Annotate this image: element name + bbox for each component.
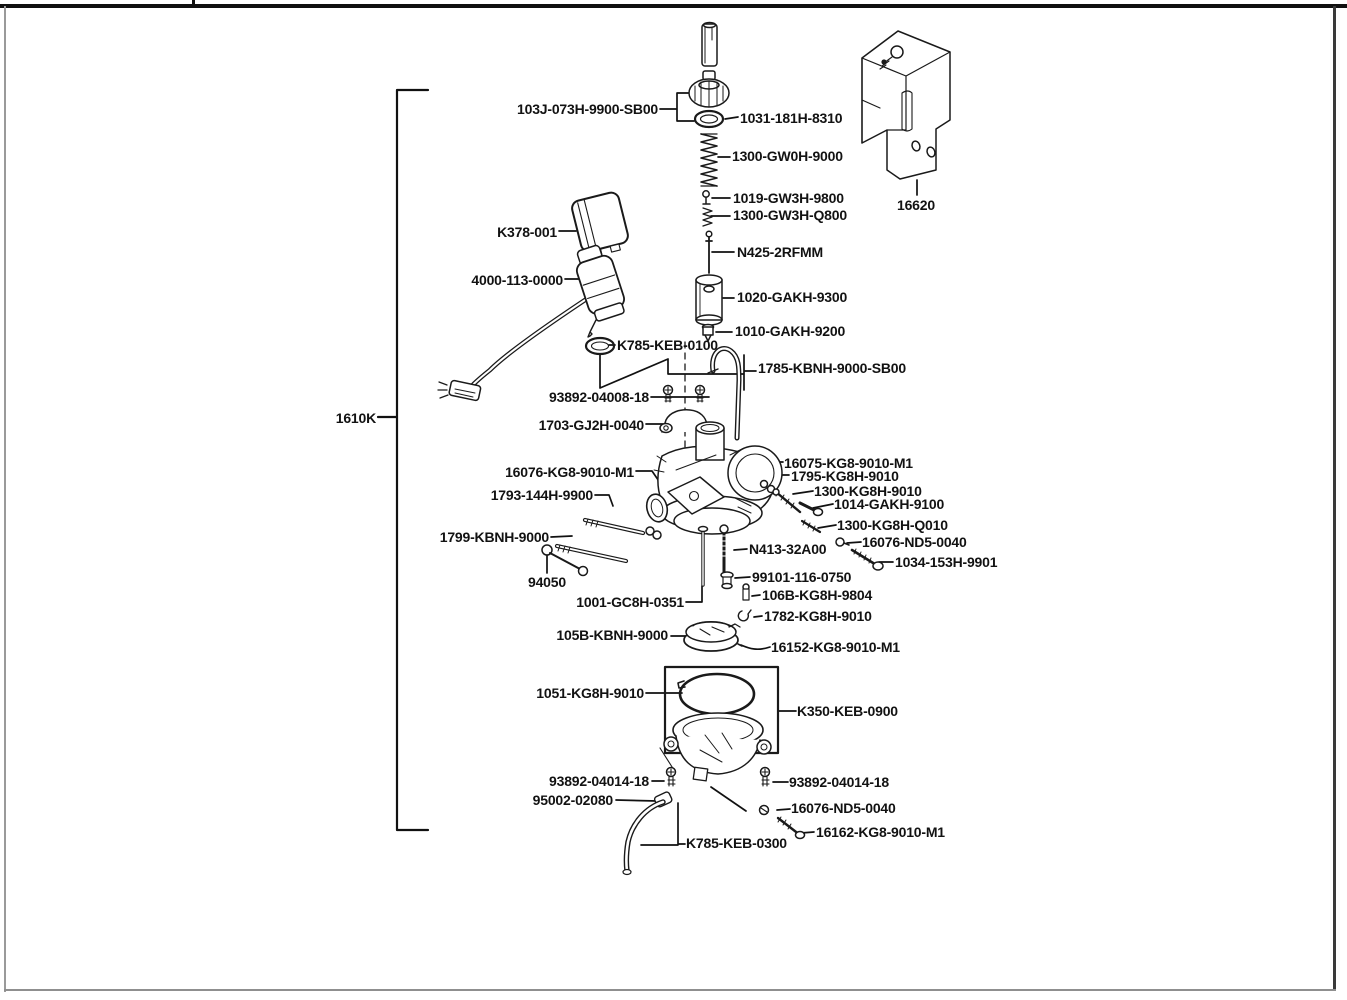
part-label-105B-KBNH-9000: 105B-KBNH-9000 [556, 627, 668, 643]
auto-bystarter-4000-drawing [571, 242, 629, 337]
part-label-1782-KG8H-9010: 1782-KG8H-9010 [764, 608, 872, 624]
part-label-1300-GW3H-Q800: 1300-GW3H-Q800 [733, 207, 847, 223]
part-label-16162-KG8-9010-M1: 16162-KG8-9010-M1 [816, 824, 945, 840]
part-label-93892-04014-18-left: 93892-04014-18 [549, 773, 649, 789]
part-label-1014-GAKH-9100: 1014-GAKH-9100 [834, 496, 945, 512]
top-cover-screws-drawing [664, 386, 705, 403]
float-105b-drawing [684, 622, 742, 652]
part-label-99101-116-0750: 99101-116-0750 [752, 569, 852, 585]
part-label-16075-KG8-9010-M1: 16075-KG8-9010-M1 [784, 455, 913, 471]
part-label-1019-GW3H-9800: 1019-GW3H-9800 [733, 190, 844, 206]
part-label-16152-KG8-9010-M1: 16152-KG8-9010-M1 [771, 639, 900, 655]
carburetor-body-drawing [644, 422, 782, 534]
assembly-group-label-1610K: 1610K [335, 410, 376, 426]
part-label-1300-KG8H-Q010: 1300-KG8H-Q010 [837, 517, 948, 533]
part-label-4000-113-0000: 4000-113-0000 [471, 272, 563, 288]
part-label-1799-KBNH-9000: 1799-KBNH-9000 [439, 529, 549, 545]
part-label-1795-KG8H-9010: 1795-KG8H-9010 [791, 468, 899, 484]
part-label-1785-KBNH-9000-SB00: 1785-KBNH-9000-SB00 [758, 360, 906, 376]
jet-needle-n425-drawing [706, 231, 712, 273]
part-label-93892-04014-18-right: 93892-04014-18 [789, 774, 889, 790]
part-label-16620: 16620 [897, 197, 935, 213]
part-label-K785-KEB-0300: K785-KEB-0300 [686, 835, 787, 851]
part-label-1031-181H-8310: 1031-181H-8310 [740, 110, 843, 126]
throttle-cable-guide-drawing [702, 23, 717, 67]
part-label-1051-KG8H-9010: 1051-KG8H-9010 [536, 685, 644, 701]
part-label-1300-GW0H-9000: 1300-GW0H-9000 [732, 148, 843, 164]
part-label-K378-001: K378-001 [497, 224, 557, 240]
throttle-spring-drawing [701, 134, 717, 186]
needle-seat-1019-drawing [703, 191, 710, 204]
part-label-N425-2RFMM: N425-2RFMM [737, 244, 823, 260]
part-label-16076-ND5-0040-lower: 16076-ND5-0040 [791, 800, 896, 816]
float-bowl-assembly-drawing [660, 667, 778, 781]
part-label-93892-04008-18: 93892-04008-18 [549, 389, 649, 405]
float-valve-parts-drawing [738, 584, 751, 621]
o-ring-k785-0100-drawing [586, 338, 614, 354]
cdi-unit-k378-drawing [570, 191, 631, 259]
part-label-1010-GAKH-9200: 1010-GAKH-9200 [735, 323, 846, 339]
mounting-bracket-16620-drawing [862, 31, 950, 179]
part-label-1034-153H-9901: 1034-153H-9901 [895, 554, 998, 570]
part-label-106B-KG8H-9804: 106B-KG8H-9804 [762, 587, 873, 603]
part-label-K350-KEB-0900: K350-KEB-0900 [797, 703, 898, 719]
part-label-1001-GC8H-0351: 1001-GC8H-0351 [576, 594, 684, 610]
small-spring-q800-drawing [703, 208, 712, 226]
carburetor-top-cap-drawing [689, 71, 729, 107]
o-ring-1031-drawing [695, 111, 723, 127]
part-label-K785-KEB-0100: K785-KEB-0100 [617, 337, 718, 353]
part-label-94050: 94050 [528, 574, 566, 590]
part-label-1703-GJ2H-0040: 1703-GJ2H-0040 [538, 417, 644, 433]
part-label-103J-073H-9900-SB00: 103J-073H-9900-SB00 [517, 101, 658, 117]
part-label-16076-KG8-9010-M1: 16076-KG8-9010-M1 [505, 464, 634, 480]
part-label-1020-GAKH-9300: 1020-GAKH-9300 [737, 289, 848, 305]
part-label-N413-32A00: N413-32A00 [749, 541, 827, 557]
drain-tube-drawing [623, 791, 673, 874]
part-label-16076-ND5-0040-upper: 16076-ND5-0040 [862, 534, 967, 550]
throttle-valve-1020-drawing [696, 275, 722, 325]
part-label-95002-02080: 95002-02080 [532, 792, 613, 808]
mounting-studs-drawing [542, 519, 661, 576]
part-label-1300-KG8H-9010: 1300-KG8H-9010 [814, 483, 922, 499]
part-label-1793-144H-9900: 1793-144H-9900 [490, 487, 593, 503]
